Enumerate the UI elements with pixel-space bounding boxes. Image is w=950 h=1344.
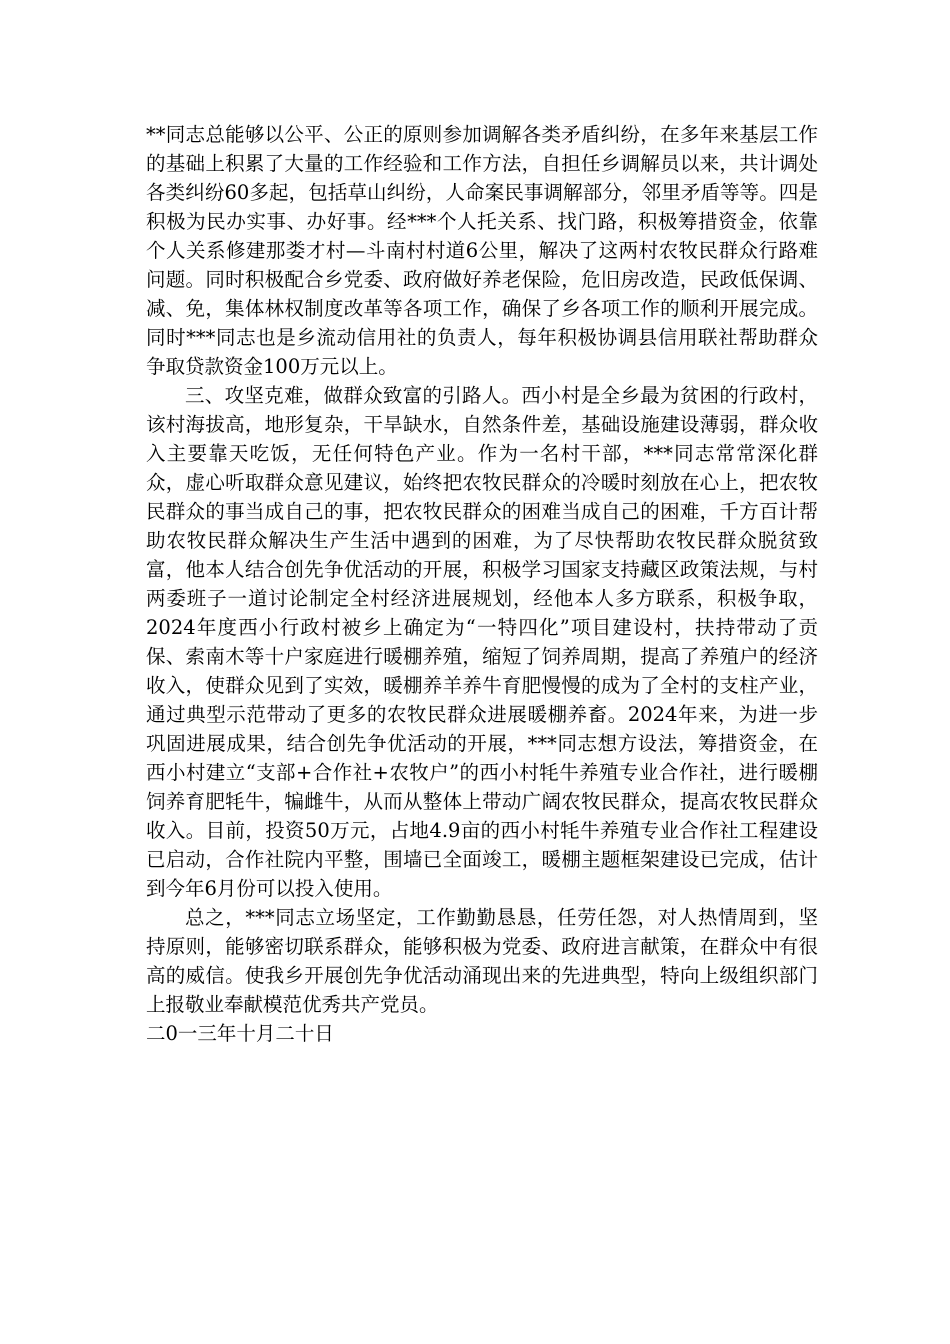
document-body bbox=[146, 120, 818, 1048]
paragraph-summary: 总之，***同志立场坚定，工作勤勤恳恳，任劳任怨，对人热情周到，坚持原则，能够密切联系群众，能够积极为党委、政府进言献策，在群众中有很高的威信。使我乡开展创先争优活动涌现出来的先进典型，特向上级组织部门上报敬业奉献模范优秀共产党员。 bbox=[146, 906, 818, 1016]
document-date: 二0一三年十月二十日 bbox=[146, 1022, 334, 1045]
paragraph-poverty-relief: 三、攻坚克难，做群众致富的引路人。西小村是全乡最为贫困的行政村，该村海拔高，地形复杂，干旱缺水，自然条件差，基础设施建设薄弱，群众收入主要靠天吃饭，无任何特色产业。作为一名村干部，***同志常常深化群众，虚心听取群众意见建议，始终把农牧民群众的冷暖时刻放在心上，把农牧民群众的事当成自己的事，把农牧民群众的困难当成自己的困难，千方百计帮助农牧民群众解决生产生活中遇到的困难，为了尽快帮助农牧民群众脱贫致富，他本人结合创先争优活动的开展，积极学习国家支持藏区政策法规，与村两委班子一道讨论制定全村经济进展规划，经他本人多方联系，积极争取，2024年度西小行政村被乡上确定为“一特四化”项目建设村，扶持带动了贡保、索南木等十户家庭进行暖棚养殖，缩短了饲养周期，提高了养殖户的经济收入，使群众见到了实效，暖棚养羊养牛育肥慢慢的成为了全村的支柱产业，通过典型示范带动了更多的农牧民群众进展暖棚养畜。2024年来，为进一步巩固进展成果，结合创先争优活动的开展，***同志想方设法，筹措资金，在西小村建立“支部+合作社+农牧户”的西小村牦牛养殖专业合作社，进行暖棚饲养育肥牦牛，犏雌牛，从而从整体上带动广阔农牧民群众，提高农牧民群众收入。目前，投资50万元，占地4.9亩的西小村牦牛养殖专业合作社工程建设已启动，合作社院内平整，围墙已全面竣工，暖棚主题框架建设已完成，估计到今年6月份可以投入使用。 bbox=[146, 384, 818, 900]
paragraph-mediation: **同志总能够以公平、公正的原则参加调解各类矛盾纠纷，在多年来基层工作的基础上积累了大量的工作经验和工作方法，自担任乡调解员以来，共计调处各类纠纷60多起，包括草山纠纷，人命案民事调解部分，邻里矛盾等等。四是积极为民办实事、办好事。经***个人托关系、找门路，积极筹措资金，依靠个人关系修建那娄才村—斗南村村道6公里，解决了这两村农牧民群众行路难问题。同时积极配合乡党委、政府做好养老保险，危旧房改造，民政低保调、减、免，集体林权制度改革等各项工作，确保了乡各项工作的顺利开展完成。同时***同志也是乡流动信用社的负责人，每年积极协调县信用联社帮助群众争取贷款资金100万元以上。 bbox=[146, 123, 818, 378]
